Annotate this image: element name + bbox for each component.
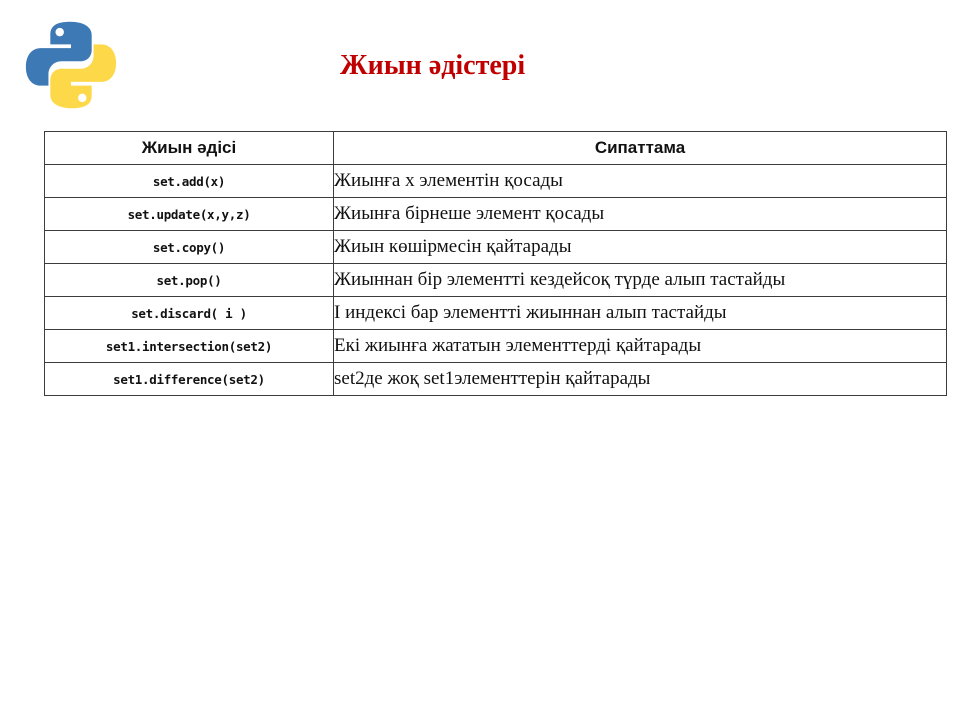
- table-header-row: [45, 132, 947, 165]
- method-cell: set1.intersection(set2): [45, 330, 334, 363]
- table-row: [45, 231, 947, 264]
- method-cell: set.update(x,y,z): [45, 198, 334, 231]
- method-cell: set.add(x): [45, 165, 334, 198]
- description-cell: Жиыннан бір элементті кездейсоқ түрде алып тастайды: [334, 264, 947, 297]
- description-cell: set2де жоқ set1элементтерін қайтарады: [334, 363, 947, 396]
- description-cell: Екі жиынға жататын элементтерді қайтарады: [334, 330, 947, 363]
- table-row: [45, 330, 947, 363]
- header-method: Жиын әдісі: [45, 132, 334, 165]
- table-row: [45, 198, 947, 231]
- description-cell: Жиынға бірнеше элемент қосады: [334, 198, 947, 231]
- table-row: [45, 297, 947, 330]
- method-cell: set1.difference(set2): [45, 363, 334, 396]
- description-cell: Жиынға x элементін қосады: [334, 165, 947, 198]
- slide-title: Жиын әдістері: [340, 50, 526, 81]
- table-row: [45, 264, 947, 297]
- method-cell: set.pop(): [45, 264, 334, 297]
- header-description: Сипаттама: [334, 132, 947, 165]
- method-cell: set.discard( i ): [45, 297, 334, 330]
- method-cell: set.copy(): [45, 231, 334, 264]
- table-row: [45, 165, 947, 198]
- set-methods-table: [44, 131, 947, 396]
- python-logo-icon: [24, 18, 118, 112]
- description-cell: Жиын көшірмесін қайтарады: [334, 231, 947, 264]
- table-row: [45, 363, 947, 396]
- description-cell: I индексі бар элементті жиыннан алып тастайды: [334, 297, 947, 330]
